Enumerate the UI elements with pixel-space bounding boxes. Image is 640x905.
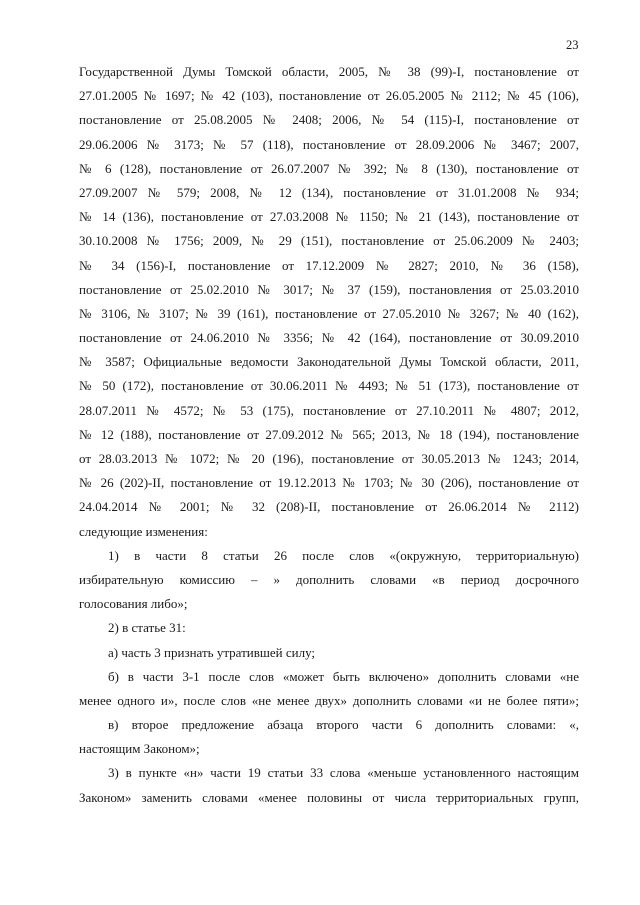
text-line: Государственной Думы Томской области, 2005, № 38 (99)-I, постановление от [79, 64, 579, 79]
text-line: 1) в части 8 статьи 26 после слов «(окружную, территориальную) [108, 547, 579, 563]
text-line: № 34 (156)-I, постановление от 17.12.2009 № 2827; 2010, № 36 (158), [79, 257, 579, 273]
text-line: № 3106, № 3107; № 39 (161), постановление от 27.05.2010 № 3267; № 40 (162), [79, 305, 579, 321]
text-line: а) часть 3 признать утратившей силу; [108, 644, 316, 660]
text-line: постановление от 25.02.2010 № 3017; № 37 (159), постановления от 25.03.2010 [79, 281, 579, 297]
text-line: менее одного и», после слов «не менее двух» дополнить словами «и не более пяти»; [79, 692, 579, 708]
text-line: 28.07.2011 № 4572; № 53 (175), постановление от 27.10.2011 № 4807; 2012, [79, 402, 579, 418]
text-line: № 3587; Официальные ведомости Законодательной Думы Томской области, 2011, [79, 354, 579, 370]
text-line: постановление от 25.08.2005 № 2408; 2006, № 54 (115)-I, постановление от [79, 112, 579, 128]
page-number: 23 [566, 38, 579, 52]
text-line: 24.04.2014 № 2001; № 32 (208)-II, постановление от 26.06.2014 № 2112) [79, 499, 579, 515]
text-line: № 12 (188), постановление от 27.09.2012 № 565; 2013, № 18 (194), постановление [79, 426, 579, 442]
text-line: от 28.03.2013 № 1072; № 20 (196), постановление от 30.05.2013 № 1243; 2014, [79, 451, 579, 466]
text-line: 3) в пункте «н» части 19 статьи 33 слова «меньше установленного настоящим [108, 765, 579, 781]
text-line: избирательную комиссию – » дополнить словами «в период досрочного [79, 571, 579, 587]
text-line: голосования либо»; [79, 596, 188, 612]
text-line: № 6 (128), постановление от 26.07.2007 № 392; № 8 (130), постановление от [79, 160, 579, 176]
text-line: постановление от 24.06.2010 № 3356; № 42 (164), постановление от 30.09.2010 [79, 330, 579, 346]
text-line: 29.06.2006 № 3173; № 57 (118), постановление от 28.09.2006 № 3467; 2007, [79, 136, 579, 152]
text-line: 2) в статье 31: [108, 620, 186, 636]
text-line: в) второе предложение абзаца второго части 6 дополнить словами: «, [108, 717, 579, 733]
text-line: № 14 (136), постановление от 27.03.2008 № 1150; № 21 (143), постановление от [79, 209, 579, 225]
text-line: Законом» заменить словами «менее половины от числа территориальных групп, [79, 789, 579, 805]
text-line: настоящим Законом»; [79, 741, 200, 757]
text-line: следующие изменения: [79, 523, 208, 539]
document-body [79, 60, 579, 810]
text-line: б) в части 3-1 после слов «может быть включено» дополнить словами «не [108, 668, 579, 684]
text-line: 27.01.2005 № 1697; № 42 (103), постановление от 26.05.2005 № 2112; № 45 (106), [79, 88, 579, 104]
text-line: № 50 (172), постановление от 30.06.2011 № 4493; № 51 (173), постановление от [79, 378, 579, 394]
text-line: 27.09.2007 № 579; 2008, № 12 (134), постановлениe от 31.01.2008 № 934; [79, 184, 579, 200]
text-line: 30.10.2008 № 1756; 2009, № 29 (151), постановление от 25.06.2009 № 2403; [79, 233, 579, 249]
text-line: № 26 (202)-II, постановление от 19.12.2013 № 1703; № 30 (206), постановление от [79, 475, 579, 491]
